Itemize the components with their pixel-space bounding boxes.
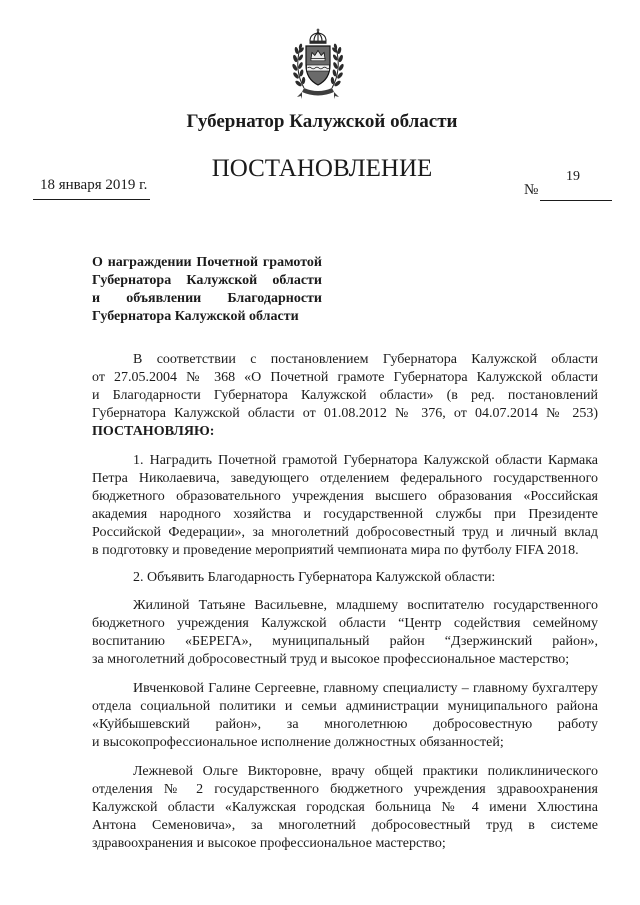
awardee-2-line-3: «Куйбышевский район», за многолетнюю добросовестную работу	[92, 717, 598, 732]
awardee-2-line-1: Ивченковой Галине Сергеевне, главному специалисту – главному бухгалтеру	[133, 681, 598, 696]
awardee-3-line-3: Калужской области «Калужская городская больница № 4 имени Хлюстина	[92, 800, 598, 815]
awardee-1-line-3: воспитанию «БЕРЕГА», муниципальный район “Дзержинский район»,	[92, 634, 598, 649]
awardee-1-line-2: бюджетного учреждения Калужской области “Центр содействия семейному	[92, 616, 598, 631]
preamble-line-2: от 27.05.2004 № 368 «О Почетной грамоте Губернатора Калужской области	[92, 370, 598, 385]
awardee-2-line-4: и высокопрофессиональное исполнение должностных обязанностей;	[92, 735, 504, 750]
awardee-paragraph-3	[92, 763, 598, 853]
awardee-2-line-2: отдела социальной политики и семьи администрации муниципального района	[92, 699, 598, 714]
item-1-line-3: бюджетного образовательного учреждения высшего образования «Российская	[92, 489, 598, 504]
awardee-3-line-2: отделения № 2 государственного бюджетного учреждения здравоохранения	[92, 782, 598, 797]
item-1-line-1: 1. Наградить Почетной грамотой Губернатора Калужской области Кармака	[133, 453, 598, 468]
awardee-3-line-4: Антона Семеновича», за многолетний добросовестный труд в системе	[92, 818, 598, 833]
document-type-title: ПОСТАНОВЛЕНИЕ	[211, 155, 433, 182]
number-underline	[540, 200, 612, 201]
item-1-paragraph	[92, 452, 598, 560]
item-1-line-6: в подготовку и проведение мероприятий чемпионата мира по футболу FIFA 2018.	[92, 543, 579, 558]
item-2-paragraph	[92, 569, 598, 587]
coat-of-arms-icon	[282, 28, 354, 100]
preamble-line-4: Губернатора Калужской области от 01.08.2012 № 376, от 04.07.2014 № 253)	[92, 406, 598, 421]
awardee-1-line-1: Жилиной Татьяне Васильевне, младшему воспитателю государственного	[133, 598, 598, 613]
date-underline	[33, 199, 150, 200]
document-subject	[92, 254, 322, 326]
preamble-paragraph	[92, 351, 598, 441]
document-number: 19	[566, 169, 580, 184]
item-2-line: 2. Объявить Благодарность Губернатора Калужской области:	[133, 570, 496, 585]
number-label: №	[524, 182, 539, 198]
preamble-line-3: и Благодарности Губернатора Калужской области» (в ред. постановлений	[92, 388, 598, 403]
subject-line-4: Губернатора Калужской области	[92, 309, 299, 324]
awardee-paragraph-2	[92, 680, 598, 752]
awardee-3-line-5: здравоохранения и высокое профессиональное мастерство;	[92, 836, 446, 851]
awardee-paragraph-1	[92, 597, 598, 669]
preamble-line-1: В соответствии с постановлением Губернатора Калужской области	[133, 352, 598, 367]
item-1-line-4: академия народного хозяйства и государственной службы при Президенте	[92, 507, 598, 522]
issuing-authority: Губернатор Калужской области	[186, 111, 458, 132]
awardee-3-line-1: Лежневой Ольге Викторовне, врачу общей практики поликлинического	[133, 764, 598, 779]
decree-word: ПОСТАНОВЛЯЮ:	[92, 424, 215, 439]
subject-line-2: Губернатора Калужской области	[92, 273, 322, 288]
document-date: 18 января 2019 г.	[40, 177, 148, 193]
awardee-1-line-4: за многолетний добросовестный труд и высокое профессиональное мастерство;	[92, 652, 570, 667]
item-1-line-2: Петра Николаевича, заведующего отделением федерального государственного	[92, 471, 598, 486]
item-1-line-5: Российской Федерации», за многолетний добросовестный труд и личный вклад	[92, 525, 598, 540]
subject-line-1: О награждении Почетной грамотой	[92, 255, 322, 270]
subject-line-3: и объявлении Благодарности	[92, 291, 322, 306]
